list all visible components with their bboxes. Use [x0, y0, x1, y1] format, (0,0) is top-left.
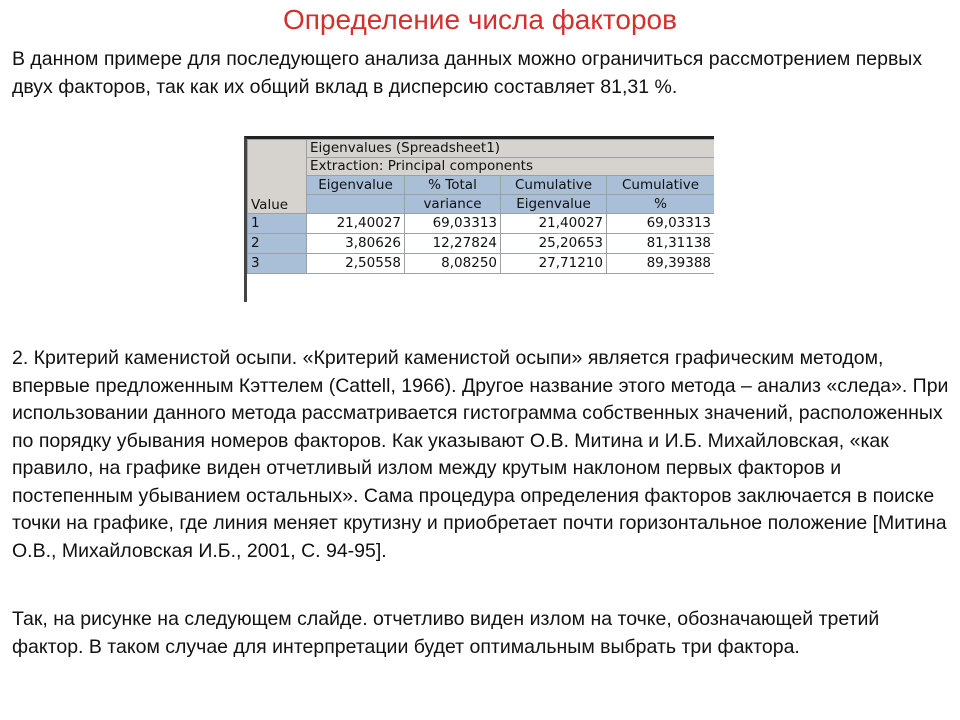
- table-cell: 3,80626: [307, 234, 405, 254]
- table-caption-line1: Eigenvalues (Spreadsheet1): [307, 140, 715, 158]
- table-cell: 8,08250: [405, 254, 501, 274]
- table-cell: 12,27824: [405, 234, 501, 254]
- slide-title: Определение числа факторов: [282, 4, 677, 35]
- table-row: [248, 214, 715, 234]
- row-header-label: Value: [248, 140, 307, 214]
- table-cell: 81,31138: [607, 234, 715, 254]
- column-header-line2: [307, 195, 405, 214]
- table-row: [248, 234, 715, 254]
- table-cell: 2,50558: [307, 254, 405, 274]
- table-cell: 27,71210: [501, 254, 607, 274]
- row-label: 1: [248, 214, 307, 234]
- scree-criterion-paragraph: 2. Критерий каменистой осыпи. «Критерий каменистой осыпи» является графическим методом, впервые предложенным Кэттелем (Cattell, 1966). Другое название этого метода – анализ «следа». При использовании данного метода рассматривается гистограмма собственных значений, расположенных по порядку убывания номеров факторов. Как указывают О.В. Митина и И.Б. Михайловская, «как правило, на графике виден отчетливый излом между крутым наклоном первых факторов и постепенным убыванием остальных». Сама процедура определения факторов заключается в поиске точки на графике, где линия меняет крутизну и приобретает почти горизонтальное положение [Митина О.В., Михайловская И.Б., 2001, С. 94-95].: [12, 347, 949, 562]
- table-cell: 21,40027: [501, 214, 607, 234]
- column-header-line2: Eigenvalue: [501, 195, 607, 214]
- column-header: % Total: [405, 176, 501, 195]
- column-header-line2: variance: [405, 195, 501, 214]
- table-caption-line2: Extraction: Principal components: [307, 158, 715, 176]
- table-row: [248, 254, 715, 274]
- eigenvalues-table: [247, 139, 714, 274]
- table-cell: 89,39388: [607, 254, 715, 274]
- intro-paragraph: В данном примере для последующего анализа данных можно ограничиться рассмотрением первых двух факторов, так как их общий вклад в дисперсию составляет 81,31 %.: [12, 48, 923, 98]
- conclusion-paragraph: Так, на рисунке на следующем слайде. отчетливо виден излом на точке, обозначающей третий фактор. В таком случае для интерпретации будет оптимальным выбрать три фактора.: [12, 608, 880, 658]
- table-cell: 69,03313: [607, 214, 715, 234]
- column-header: Cumulative: [501, 176, 607, 195]
- table-cell: 25,20653: [501, 234, 607, 254]
- eigenvalues-table-image: [244, 136, 714, 302]
- table-cell: 21,40027: [307, 214, 405, 234]
- row-label: 3: [248, 254, 307, 274]
- column-header: Eigenvalue: [307, 176, 405, 195]
- table-cell: 69,03313: [405, 214, 501, 234]
- column-header-line2: %: [607, 195, 715, 214]
- row-label: 2: [248, 234, 307, 254]
- column-header: Cumulative: [607, 176, 715, 195]
